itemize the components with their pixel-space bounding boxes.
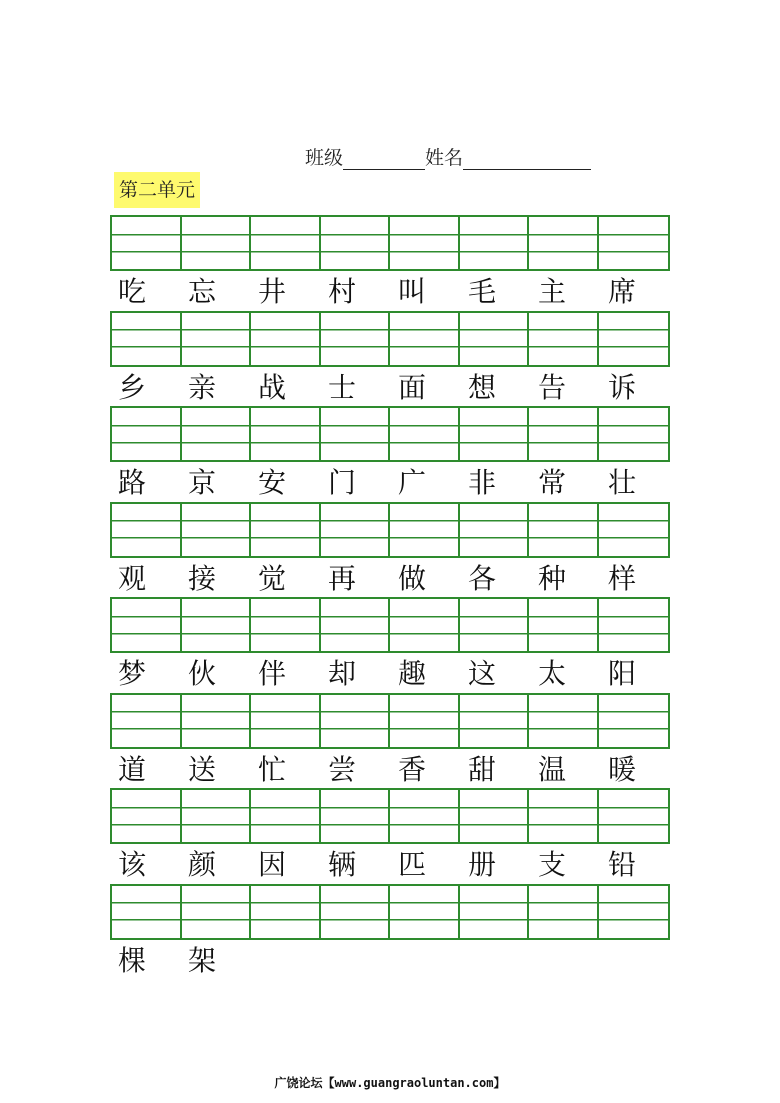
writing-cell[interactable] [460,313,530,365]
writing-cell[interactable] [390,504,460,556]
writing-cell[interactable] [460,599,530,651]
vocab-character: 册 [468,848,497,881]
writing-cell[interactable] [529,886,599,938]
writing-cell[interactable] [529,599,599,651]
writing-cell[interactable] [251,504,321,556]
vocab-character: 匹 [398,848,427,881]
writing-cell[interactable] [321,790,391,842]
vocab-character: 尝 [328,752,357,786]
character-row [110,655,670,693]
writing-cell[interactable] [599,504,669,556]
writing-cell[interactable] [251,599,321,651]
writing-cell[interactable] [460,886,530,938]
practice-row [110,788,670,884]
writing-cell[interactable] [599,695,669,747]
vocab-character: 伙 [188,657,217,690]
vocab-character: 做 [398,561,427,595]
writing-cell[interactable] [182,695,252,747]
vocab-character: 告 [538,370,567,404]
vocab-character: 乡 [118,370,147,404]
practice-row [110,502,670,598]
writing-cell[interactable] [251,408,321,460]
writing-cell[interactable] [321,886,391,938]
writing-cell[interactable] [599,217,669,269]
practice-rows [110,215,670,979]
character-row [110,369,670,407]
writing-cell[interactable] [529,790,599,842]
vocab-character: 颜 [188,848,217,881]
writing-cell[interactable] [321,217,391,269]
writing-cell[interactable] [321,695,391,747]
vocab-character: 村 [328,275,357,308]
practice-row [110,884,670,980]
writing-cell[interactable] [182,886,252,938]
writing-cell[interactable] [390,217,460,269]
vocab-character: 种 [538,561,567,595]
writing-cell[interactable] [390,886,460,938]
writing-cell[interactable] [529,313,599,365]
class-blank-field[interactable] [343,147,425,170]
vocab-character: 门 [328,466,357,499]
writing-grid [110,215,670,271]
writing-cell[interactable] [182,790,252,842]
student-info-line [305,143,591,170]
practice-row [110,693,670,789]
name-blank-field[interactable] [463,147,591,170]
vocab-character: 常 [538,466,567,499]
writing-cell[interactable] [529,695,599,747]
writing-cell[interactable] [599,313,669,365]
writing-cell[interactable] [599,886,669,938]
vocab-character: 接 [188,561,217,595]
vocab-character: 诉 [608,370,637,404]
writing-cell[interactable] [112,217,182,269]
vocab-character: 因 [258,848,287,881]
vocab-character: 样 [608,561,637,595]
vocab-character: 香 [398,752,427,786]
writing-cell[interactable] [251,217,321,269]
practice-row [110,597,670,693]
vocab-character: 京 [188,466,217,499]
writing-grid [110,788,670,844]
writing-cell[interactable] [390,790,460,842]
vocab-character: 棵 [118,943,147,977]
writing-cell[interactable] [321,408,391,460]
vocab-character: 支 [538,848,567,881]
practice-row [110,215,670,311]
vocab-character: 辆 [328,848,357,881]
writing-cell[interactable] [251,695,321,747]
writing-cell[interactable] [460,504,530,556]
vocab-character: 暖 [608,752,637,786]
vocab-character: 井 [258,275,287,308]
writing-cell[interactable] [460,217,530,269]
vocab-character: 阳 [608,657,637,690]
vocab-character: 伴 [258,657,287,690]
vocab-character: 温 [538,752,567,786]
writing-grid [110,311,670,367]
vocab-character: 士 [328,370,357,404]
vocab-character: 吃 [118,275,147,308]
vocab-character: 趣 [398,657,427,690]
vocab-character: 路 [118,466,147,499]
character-row [110,560,670,598]
writing-cell[interactable] [529,504,599,556]
vocab-character: 非 [468,466,497,499]
writing-cell[interactable] [390,599,460,651]
vocab-character: 席 [608,275,637,308]
writing-cell[interactable] [251,313,321,365]
vocab-character: 这 [468,657,497,690]
vocab-character: 太 [538,657,567,690]
writing-cell[interactable] [112,886,182,938]
vocab-character: 安 [258,466,287,499]
writing-cell[interactable] [182,599,252,651]
vocab-character: 铅 [608,848,637,881]
vocab-character: 道 [118,752,147,786]
vocab-character: 面 [398,370,427,404]
writing-cell[interactable] [112,695,182,747]
writing-cell[interactable] [599,599,669,651]
writing-cell[interactable] [182,217,252,269]
vocab-character: 架 [188,943,217,977]
vocab-character: 该 [118,848,147,881]
vocab-character: 各 [468,561,497,595]
vocab-character: 主 [538,275,567,308]
writing-cell[interactable] [321,504,391,556]
vocab-character: 送 [188,752,217,786]
writing-cell[interactable] [599,408,669,460]
vocab-character: 叫 [398,275,427,308]
vocab-character: 却 [328,657,357,690]
writing-cell[interactable] [182,504,252,556]
writing-cell[interactable] [251,790,321,842]
vocab-character: 亲 [188,370,217,404]
character-row [110,273,670,311]
character-row [110,464,670,502]
character-row [110,751,670,789]
writing-grid [110,406,670,462]
character-row [110,942,670,980]
vocab-character: 想 [468,370,497,404]
writing-cell[interactable] [112,599,182,651]
writing-cell[interactable] [182,313,252,365]
writing-cell[interactable] [182,408,252,460]
writing-cell[interactable] [529,408,599,460]
character-row [110,846,670,884]
writing-grid [110,884,670,940]
vocab-character: 再 [328,561,357,595]
writing-grid [110,597,670,653]
writing-cell[interactable] [529,217,599,269]
writing-cell[interactable] [390,695,460,747]
vocab-character: 忘 [188,275,217,308]
writing-cell[interactable] [460,790,530,842]
writing-cell[interactable] [390,408,460,460]
vocab-character: 甜 [468,752,497,786]
practice-row [110,311,670,407]
class-label: 班级 [305,147,344,169]
vocab-character: 梦 [118,657,147,690]
writing-cell[interactable] [321,313,391,365]
unit-title: 第二单元 [114,172,200,208]
writing-cell[interactable] [112,408,182,460]
writing-cell[interactable] [112,790,182,842]
vocab-character: 忙 [258,752,287,786]
writing-cell[interactable] [112,504,182,556]
vocab-character: 壮 [608,466,637,499]
vocab-character: 广 [398,466,427,499]
writing-cell[interactable] [460,408,530,460]
footer-watermark: 广饶论坛【www.guangraoluntan.com】 [274,1076,506,1090]
vocab-character: 观 [118,561,147,595]
writing-grid [110,502,670,558]
vocab-character: 觉 [258,561,287,595]
writing-cell[interactable] [599,790,669,842]
writing-cell[interactable] [390,313,460,365]
writing-cell[interactable] [251,886,321,938]
writing-grid [110,693,670,749]
practice-row [110,406,670,502]
writing-cell[interactable] [321,599,391,651]
vocab-character: 毛 [468,275,497,308]
writing-cell[interactable] [112,313,182,365]
vocab-character: 战 [258,370,287,404]
name-label: 姓名 [425,147,464,169]
writing-cell[interactable] [460,695,530,747]
